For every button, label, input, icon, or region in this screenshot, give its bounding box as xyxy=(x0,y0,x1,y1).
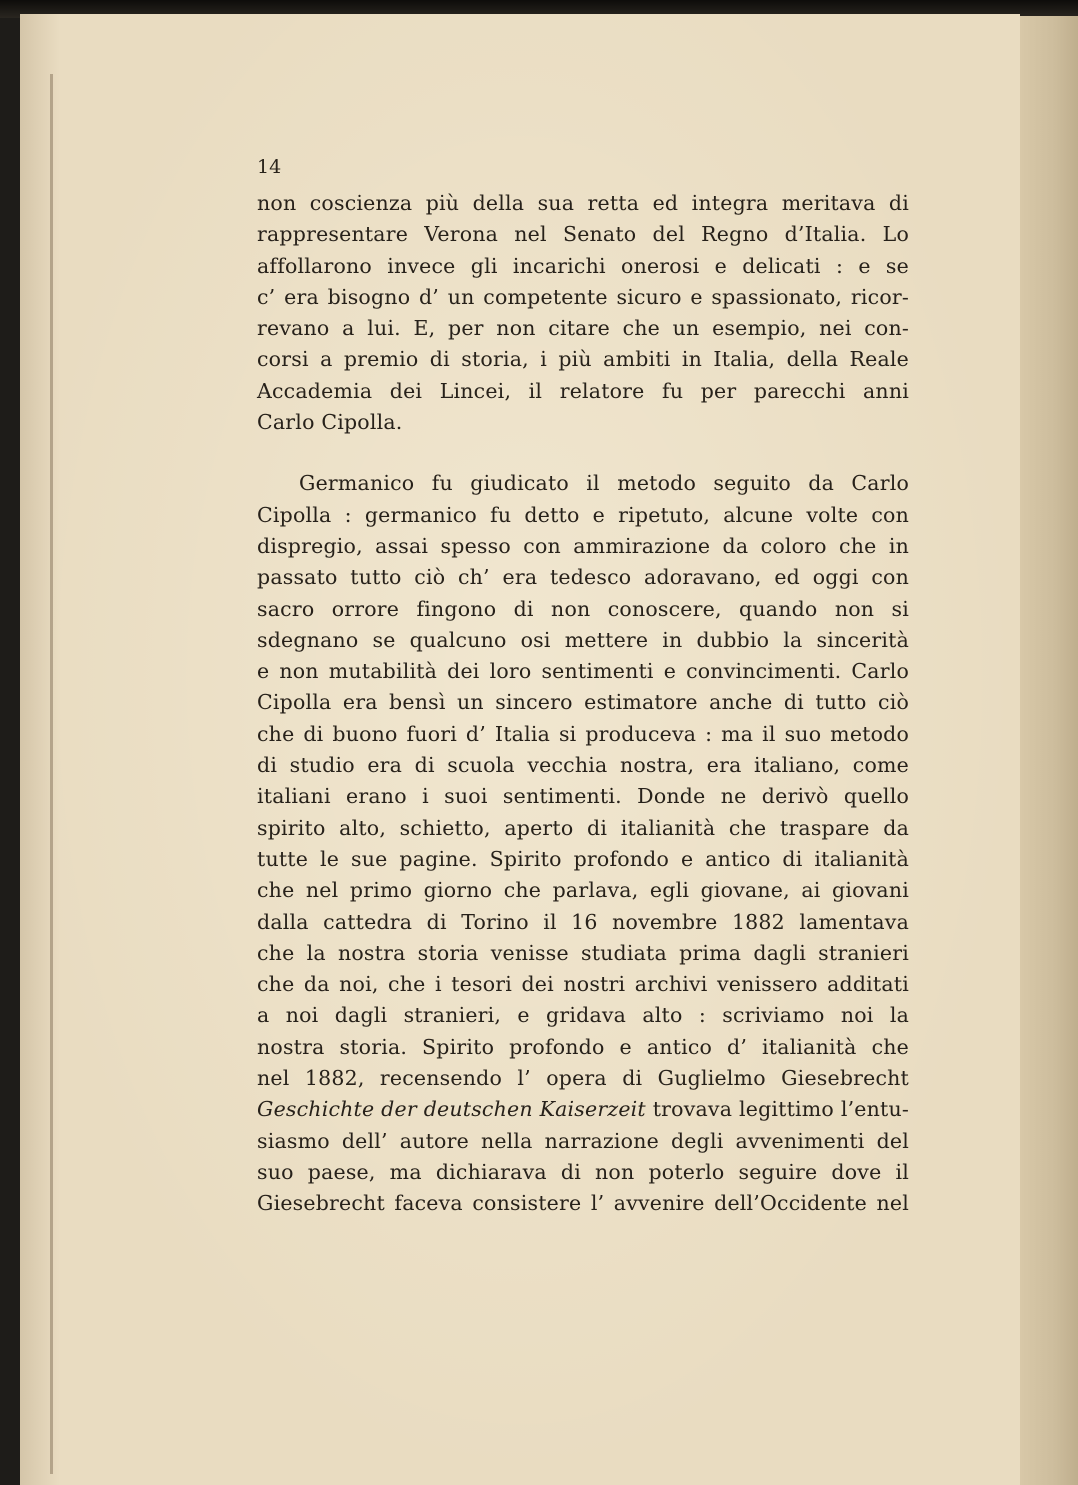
text-line: corsi a premio di storia, i più ambiti in Italia, della Reale xyxy=(257,347,909,372)
text-line: Carlo Cipolla. xyxy=(257,410,403,435)
text-line: italiani erano i suoi sentimenti. Donde ne derivò quello xyxy=(257,784,909,809)
text-line: suo paese, ma dichiarava di non poterlo seguire dove il xyxy=(257,1159,909,1184)
spine-shadow xyxy=(50,74,53,1474)
text-line: rappresentare Verona nel Senato del Regno d’Italia. Lo xyxy=(257,222,909,247)
body-text xyxy=(257,188,909,1220)
text-line: passato tutto ciò ch’ era tedesco adoravano, ed oggi con xyxy=(257,565,909,590)
text-line: nel 1882, recensendo l’ opera di Guglielmo Giesebrecht xyxy=(257,1066,909,1091)
text-line: che nel primo giorno che parlava, egli giovane, ai giovani xyxy=(257,878,909,903)
text-line: dispregio, assai spesso con ammirazione da coloro che in xyxy=(257,533,909,558)
text-line: che di buono fuori d’ Italia si produceva : ma il suo metodo xyxy=(257,721,909,746)
text-line: Cipolla : germanico fu detto e ripetuto, alcune volte con xyxy=(257,502,909,527)
text-line: Germanico fu giudicato il metodo seguito da Carlo xyxy=(299,471,909,496)
paragraph-1 xyxy=(257,188,909,438)
paragraph-gap xyxy=(257,438,909,468)
text-line: sacro orrore fingono di non conoscere, quando non si xyxy=(257,596,909,621)
text-line: Cipolla era bensì un sincero estimatore anche di tutto ciò xyxy=(257,690,909,715)
text-line: c’ era bisogno d’ un competente sicuro e spassionato, ricor- xyxy=(257,284,909,309)
text-line: che la nostra storia venisse studiata prima dagli stranieri xyxy=(257,940,909,965)
text-line-with-italic-title xyxy=(257,1094,909,1125)
text-line: e non mutabilità dei loro sentimenti e convincimenti. Carlo xyxy=(257,659,909,684)
book-title-italic: Geschichte der deutschen Kaiserzeit xyxy=(257,1097,646,1122)
text-line: Accademia dei Lincei, il relatore fu per parecchi anni xyxy=(257,378,909,403)
text-line: non coscienza più della sua retta ed integra meritava di xyxy=(257,191,909,215)
next-page-edge xyxy=(1014,16,1078,1485)
text-line: Giesebrecht faceva consistere l’ avvenire dell’Occidente nel xyxy=(257,1191,909,1216)
page-number: 14 xyxy=(257,156,282,178)
paragraph-2 xyxy=(257,468,909,1219)
text-line: nostra storia. Spirito profondo e antico d’ italianità che xyxy=(257,1034,909,1059)
text-line: a noi dagli stranieri, e gridava alto : scriviamo noi la xyxy=(257,1003,909,1028)
text-line-rest: trovava legittimo l’entu- xyxy=(645,1097,909,1122)
text-line: siasmo dell’ autore nella narrazione degli avvenimenti del xyxy=(257,1128,909,1153)
text-line: revano a lui. E, per non citare che un esempio, nei con- xyxy=(257,316,909,341)
text-line: di studio era di scuola vecchia nostra, era italiano, come xyxy=(257,753,909,778)
text-line: affollarono invece gli incarichi onerosi e delicati : e se xyxy=(257,253,909,278)
text-line: spirito alto, schietto, aperto di italianità che traspare da xyxy=(257,815,909,840)
text-line: che da noi, che i tesori dei nostri archivi venissero additati xyxy=(257,972,909,997)
text-line: dalla cattedra di Torino il 16 novembre 1882 lamentava xyxy=(257,909,909,934)
text-line: sdegnano se qualcuno osi mettere in dubbio la sincerità xyxy=(257,627,909,652)
text-line: tutte le sue pagine. Spirito profondo e antico di italianità xyxy=(257,846,909,871)
